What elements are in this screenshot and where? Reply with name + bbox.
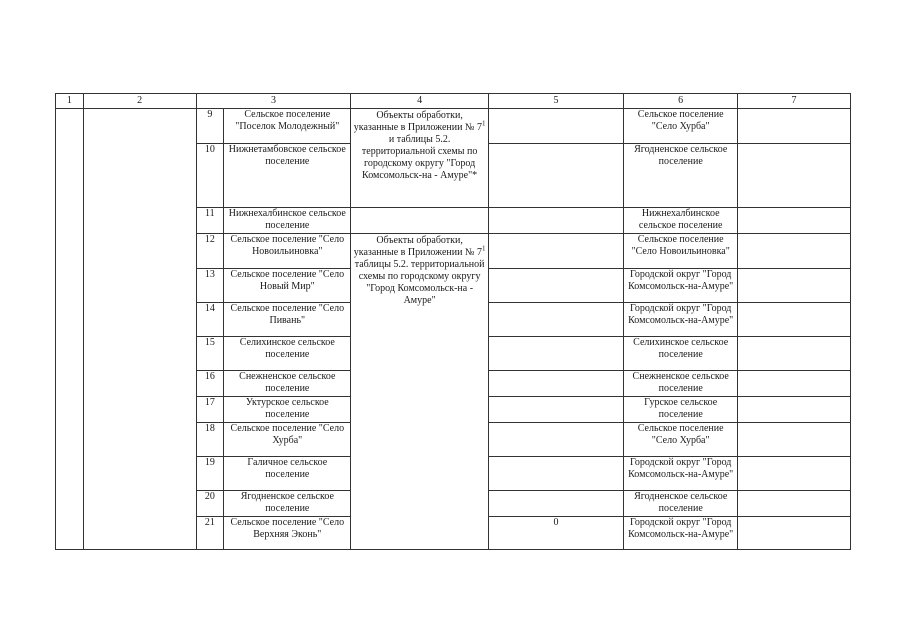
row-number: 17: [196, 397, 224, 423]
row-number: 16: [196, 371, 224, 397]
col5-cell: [488, 371, 623, 397]
processing-objects-cell: [351, 234, 488, 550]
header-cell: 2: [83, 94, 196, 109]
col6-cell: Гурское сельское поселение: [624, 397, 738, 423]
processing-objects-text: Объекты обработки, указанные в Приложении № 7: [353, 235, 482, 258]
superscript: 1: [481, 244, 486, 253]
col7-cell: [738, 269, 851, 303]
col6-cell: Сельское поселение "Село Новоильиновка": [624, 234, 738, 269]
processing-objects-text: таблицы 5.2. территориальной схемы по городскому округу "Город Комсомольск-на - Амуре": [354, 259, 485, 306]
col7-cell: [738, 234, 851, 269]
col7-cell: [738, 457, 851, 491]
settlement-name: Селихинское сельское поселение: [224, 337, 351, 371]
col6-cell: Городской округ "Город Комсомольск-на-Амуре": [624, 303, 738, 337]
row-number: 19: [196, 457, 224, 491]
row-number: 20: [196, 491, 224, 517]
row-number: 14: [196, 303, 224, 337]
col5-cell: [488, 109, 623, 144]
col6-cell: Ягодненское сельское поселение: [624, 491, 738, 517]
header-cell: 5: [488, 94, 623, 109]
col6-cell: Сельское поселение "Село Хурба": [624, 423, 738, 457]
col7-cell: [738, 517, 851, 550]
col6-cell: Селихинское сельское поселение: [624, 337, 738, 371]
row-number: 11: [196, 208, 224, 234]
col7-cell: [738, 303, 851, 337]
col6-cell: Городской округ "Город Комсомольск-на-Амуре": [624, 517, 738, 550]
row-number: 13: [196, 269, 224, 303]
row-number: 18: [196, 423, 224, 457]
header-cell: 1: [56, 94, 84, 109]
col5-cell: [488, 234, 623, 269]
col6-cell: Городской округ "Город Комсомольск-на-Амуре": [624, 269, 738, 303]
col5-cell: [488, 144, 623, 208]
col5-cell: [488, 423, 623, 457]
col7-cell: [738, 423, 851, 457]
header-cell: 6: [624, 94, 738, 109]
data-table: [55, 93, 851, 550]
settlement-name: Нижнехалбинское сельское поселение: [224, 208, 351, 234]
row-number: 12: [196, 234, 224, 269]
col7-cell: [738, 144, 851, 208]
row-number: 9: [196, 109, 224, 144]
col6-cell: Нижнехалбинское сельское поселение: [624, 208, 738, 234]
settlement-name: Сельское поселение "Село Хурба": [224, 423, 351, 457]
row-number: 15: [196, 337, 224, 371]
processing-objects-text: и таблицы 5.2. территориальной схемы по городскому округу "Город Комсомольск-на - Амуре"*: [361, 134, 478, 181]
col7-cell: [738, 371, 851, 397]
col7-cell: [738, 397, 851, 423]
col2-cell: [83, 109, 196, 550]
settlement-name: Галичное сельское поселение: [224, 457, 351, 491]
header-cell: 7: [738, 94, 851, 109]
col6-cell: Ягодненское сельское поселение: [624, 144, 738, 208]
col6-cell: Снежненское сельское поселение: [624, 371, 738, 397]
col7-cell: [738, 208, 851, 234]
col6-cell: Сельское поселение "Село Хурба": [624, 109, 738, 144]
row-number: 21: [196, 517, 224, 550]
superscript: 1: [481, 119, 486, 128]
col6-cell: Городской округ "Город Комсомольск-на-Амуре": [624, 457, 738, 491]
header-cell: 3: [196, 94, 351, 109]
settlement-name: Сельское поселение "Село Верхняя Эконь": [224, 517, 351, 550]
col7-cell: [738, 337, 851, 371]
header-cell: 4: [351, 94, 488, 109]
settlement-name: Сельское поселение "Село Пивань": [224, 303, 351, 337]
settlement-name: Сельское поселение "Село Новоильиновка": [224, 234, 351, 269]
settlement-name: Ягодненское сельское поселение: [224, 491, 351, 517]
processing-objects-cell: [351, 109, 488, 208]
processing-objects-cell: [351, 208, 488, 234]
col5-cell: 0: [488, 517, 623, 550]
settlement-name: Сельское поселение "Поселок Молодежный": [224, 109, 351, 144]
col5-cell: [488, 208, 623, 234]
col1-cell: [56, 109, 84, 550]
col7-cell: [738, 109, 851, 144]
row-number: 10: [196, 144, 224, 208]
settlement-name: Нижнетамбовское сельское поселение: [224, 144, 351, 208]
col5-cell: [488, 337, 623, 371]
col5-cell: [488, 491, 623, 517]
table-row: [56, 109, 851, 144]
col5-cell: [488, 397, 623, 423]
processing-objects-text: Объекты обработки, указанные в Приложении № 7: [353, 110, 482, 133]
col5-cell: [488, 303, 623, 337]
col5-cell: [488, 457, 623, 491]
settlement-name: Снежненское сельское поселение: [224, 371, 351, 397]
header-row: [56, 94, 851, 109]
settlement-name: Уктурское сельское поселение: [224, 397, 351, 423]
settlement-name: Сельское поселение "Село Новый Мир": [224, 269, 351, 303]
col7-cell: [738, 491, 851, 517]
col5-cell: [488, 269, 623, 303]
